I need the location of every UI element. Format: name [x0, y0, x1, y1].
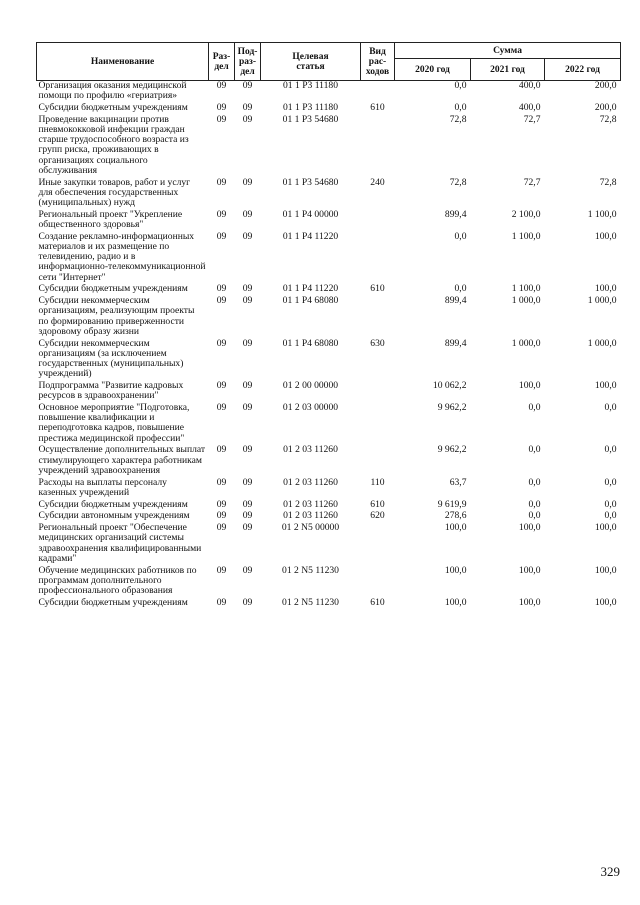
cell-razdel: 09	[216, 444, 227, 456]
cell-sum-2022: 100,0	[594, 380, 617, 392]
cell-sum-2021: 2 100,0	[511, 208, 541, 220]
cell-sum-2020: 899,4	[444, 295, 467, 307]
cell-sum-2021: 0,0	[528, 402, 541, 414]
cell-podrazdel: 09	[242, 522, 253, 534]
cell-podrazdel: 09	[242, 208, 253, 220]
cell-razdel: 09	[216, 295, 227, 307]
cell-razdel: 09	[216, 283, 227, 295]
cell-razdel: 09	[216, 113, 227, 125]
cell-sum-2021: 100,0	[518, 596, 541, 608]
cell-article: 01 1 P3 54680	[282, 113, 339, 125]
cell-article: 01 1 P3 11180	[283, 102, 338, 113]
cell-sum-2021: 1 100,0	[511, 283, 541, 295]
cell-sum-2022: 0,0	[604, 510, 617, 522]
cell-name: Осуществление дополнительных выплат стимулирующего характера работникам учреждений здравоохранения	[38, 444, 206, 476]
cell-podrazdel: 09	[242, 113, 253, 125]
cell-name: Субсидии некоммерческим организациям, реализующим проекты по формированию приверженности здоровому образу жизни	[38, 295, 195, 337]
cell-sum-2020: 899,4	[444, 337, 467, 349]
cell-article: 01 1 P4 11220	[282, 230, 339, 242]
cell-sum-2021: 100,0	[518, 522, 541, 534]
cell-article: 01 2 03 11260	[283, 498, 338, 510]
cell-sum-2021: 1 100,0	[511, 230, 541, 242]
cell-article: 01 1 P4 68080	[282, 295, 339, 307]
cell-vid	[361, 445, 395, 477]
cell-sum-2022: 1 100,0	[587, 208, 617, 220]
header-article: Целевая статья	[261, 43, 361, 81]
cell-sum-2021: 72,7	[523, 113, 541, 125]
budget-table	[36, 42, 621, 610]
cell-sum-2022: 200,0	[594, 80, 617, 91]
page-number: 329	[600, 864, 620, 879]
cell-sum-2021: 0,0	[528, 444, 541, 456]
cell-article: 01 1 P3 11180	[283, 80, 338, 91]
cell-vid	[361, 381, 395, 403]
cell-sum-2021: 0,0	[528, 510, 541, 522]
cell-name: Субсидии бюджетным учреждениям	[38, 596, 188, 608]
cell-sum-2022: 0,0	[604, 476, 617, 488]
table-row	[37, 523, 621, 565]
cell-razdel: 09	[216, 380, 227, 392]
cell-name: Субсидии некоммерческим организациям (за исключением государственных (муниципальных) учреждений)	[38, 337, 184, 380]
cell-sum-2020: 0,0	[454, 283, 467, 295]
cell-sum-2022: 1 000,0	[587, 337, 617, 349]
document-page	[36, 42, 620, 610]
cell-podrazdel: 09	[242, 564, 253, 576]
cell-podrazdel: 09	[242, 510, 253, 522]
cell-name: Проведение вакцинации против пневмококковой инфекции граждан старше трудоспособного возраста из групп риска, проживающих в организациях социального обслуживания	[38, 113, 189, 176]
cell-sum-2020: 278,6	[444, 510, 467, 522]
cell-sum-2020: 63,7	[449, 476, 467, 488]
cell-vid	[361, 210, 395, 232]
cell-sum-2022: 100,0	[594, 564, 617, 576]
table-header	[37, 43, 621, 81]
cell-name: Субсидии бюджетным учреждениям	[38, 498, 188, 510]
cell-vid	[361, 566, 395, 598]
cell-article: 01 2 N5 11230	[282, 564, 339, 576]
cell-article: 01 1 P4 68080	[282, 337, 339, 349]
table-row	[37, 598, 621, 610]
cell-vid: 630	[370, 337, 385, 349]
cell-podrazdel: 09	[242, 337, 253, 349]
cell-vid: 610	[370, 498, 385, 510]
header-2020: 2020 год	[395, 59, 471, 81]
cell-vid: 610	[370, 283, 385, 295]
cell-podrazdel: 09	[242, 80, 253, 91]
cell-name: Подпрограмма "Развитие кадровых ресурсов в здравоохранении"	[38, 380, 184, 402]
cell-podrazdel: 09	[242, 380, 253, 392]
table-row	[37, 232, 621, 285]
cell-podrazdel: 09	[242, 476, 253, 488]
cell-podrazdel: 09	[242, 283, 253, 295]
cell-podrazdel: 09	[242, 402, 253, 414]
cell-sum-2022: 100,0	[594, 230, 617, 242]
cell-vid: 610	[370, 596, 385, 608]
cell-vid	[361, 403, 395, 445]
cell-sum-2020: 899,4	[444, 208, 467, 220]
cell-sum-2021: 72,7	[523, 176, 541, 188]
table-row	[37, 339, 621, 381]
cell-sum-2022: 200,0	[594, 102, 617, 113]
cell-vid	[361, 523, 395, 565]
cell-name: Субсидии автономным учреждениям	[38, 510, 190, 522]
table-row	[37, 566, 621, 598]
cell-name: Обучение медицинских работников по программам дополнительного профессионального образования	[38, 564, 197, 597]
cell-podrazdel: 09	[242, 230, 253, 242]
cell-sum-2022: 0,0	[604, 402, 617, 414]
cell-name: Субсидии бюджетным учреждениям	[38, 102, 188, 113]
cell-razdel: 09	[216, 522, 227, 534]
cell-sum-2021: 0,0	[528, 498, 541, 510]
cell-razdel: 09	[216, 230, 227, 242]
header-2022: 2022 год	[545, 59, 621, 81]
table-row	[37, 115, 621, 178]
cell-razdel: 09	[216, 176, 227, 188]
cell-name: Региональный проект "Укрепление общественного здоровья"	[38, 208, 183, 231]
cell-sum-2020: 9 962,2	[437, 444, 467, 456]
cell-article: 01 2 03 11260	[283, 476, 338, 488]
table-row	[37, 478, 621, 500]
cell-name: Иные закупки товаров, работ и услуг для обеспечения государственных (муниципальных) нужд	[38, 176, 191, 209]
cell-podrazdel: 09	[242, 596, 253, 608]
cell-sum-2021: 100,0	[518, 380, 541, 392]
cell-razdel: 09	[216, 337, 227, 349]
cell-name: Создание рекламно-информационных материалов и их размещение по телевидению, радио и в информационно-телекоммуникационной сети "Интернет"	[38, 230, 206, 283]
cell-vid	[361, 115, 395, 178]
cell-vid: 620	[370, 510, 385, 522]
cell-sum-2022: 72,8	[599, 176, 617, 188]
header-podrazdel: Под- раз- дел	[235, 43, 261, 81]
cell-article: 01 1 P4 00000	[282, 208, 339, 220]
cell-sum-2021: 400,0	[518, 102, 541, 113]
cell-sum-2022: 72,8	[599, 113, 617, 125]
cell-name: Субсидии бюджетным учреждениям	[38, 283, 188, 295]
cell-vid	[361, 81, 395, 104]
table-row	[37, 296, 621, 338]
cell-podrazdel: 09	[242, 102, 253, 113]
table-row	[37, 178, 621, 210]
cell-sum-2022: 0,0	[604, 498, 617, 510]
cell-vid	[361, 296, 395, 338]
cell-sum-2020: 0,0	[454, 230, 467, 242]
cell-article: 01 2 03 11260	[283, 444, 338, 456]
cell-sum-2020: 100,0	[444, 522, 467, 534]
cell-sum-2022: 100,0	[594, 596, 617, 608]
cell-razdel: 09	[216, 564, 227, 576]
cell-vid: 110	[370, 476, 385, 488]
cell-sum-2020: 72,8	[449, 113, 467, 125]
cell-article: 01 1 P3 54680	[282, 176, 339, 188]
table-row	[37, 81, 621, 104]
cell-sum-2022: 1 000,0	[587, 295, 617, 307]
cell-sum-2021: 1 000,0	[511, 337, 541, 349]
cell-podrazdel: 09	[242, 498, 253, 510]
table-row	[37, 210, 621, 232]
cell-article: 01 2 03 11260	[283, 510, 338, 522]
cell-sum-2021: 0,0	[528, 476, 541, 488]
cell-sum-2022: 100,0	[594, 283, 617, 295]
header-razdel: Раз- дел	[209, 43, 235, 81]
cell-razdel: 09	[216, 596, 227, 608]
header-name: Наименование	[37, 43, 209, 81]
cell-vid	[361, 232, 395, 285]
table-row	[37, 403, 621, 445]
table-row	[37, 381, 621, 403]
header-vid: Вид рас- ходов	[361, 43, 395, 81]
cell-name: Региональный проект "Обеспечение медицинских организаций системы здравоохранения квалифицированными кадрами"	[38, 522, 202, 564]
cell-podrazdel: 09	[242, 444, 253, 456]
cell-sum-2020: 10 062,2	[432, 380, 467, 392]
cell-podrazdel: 09	[242, 176, 253, 188]
cell-name: Организация оказания медицинской помощи по профилю «гериатрия»	[38, 80, 187, 102]
cell-sum-2021: 1 000,0	[511, 295, 541, 307]
cell-sum-2021: 400,0	[518, 80, 541, 91]
cell-sum-2022: 100,0	[594, 522, 617, 534]
cell-sum-2020: 0,0	[454, 80, 467, 91]
cell-sum-2021: 100,0	[518, 564, 541, 576]
cell-podrazdel: 09	[242, 295, 253, 307]
header-2021: 2021 год	[471, 59, 545, 81]
cell-razdel: 09	[216, 80, 227, 91]
header-sum: Сумма	[395, 43, 621, 59]
cell-razdel: 09	[216, 402, 227, 414]
cell-sum-2020: 100,0	[444, 564, 467, 576]
cell-sum-2020: 9 962,2	[437, 402, 467, 414]
cell-razdel: 09	[216, 510, 227, 522]
cell-article: 01 2 00 00000	[282, 380, 339, 392]
cell-name: Основное мероприятие "Подготовка, повышение квалификации и переподготовка кадров, повышение престижа медицинской профессии"	[38, 402, 190, 444]
cell-sum-2020: 72,8	[449, 176, 467, 188]
cell-sum-2020: 100,0	[444, 596, 467, 608]
cell-vid: 610	[370, 102, 385, 113]
cell-article: 01 2 N5 11230	[282, 596, 339, 608]
cell-sum-2022: 0,0	[604, 444, 617, 456]
table-body	[37, 81, 621, 610]
cell-razdel: 09	[216, 208, 227, 220]
cell-razdel: 09	[216, 102, 227, 113]
cell-sum-2020: 0,0	[454, 102, 467, 113]
cell-article: 01 2 N5 00000	[281, 522, 340, 534]
cell-name: Расходы на выплаты персоналу казенных учреждений	[38, 476, 167, 498]
cell-razdel: 09	[216, 498, 227, 510]
cell-sum-2020: 9 619,9	[437, 498, 467, 510]
cell-article: 01 2 03 00000	[282, 402, 339, 414]
table-row	[37, 445, 621, 477]
cell-vid: 240	[370, 176, 385, 188]
cell-razdel: 09	[216, 476, 227, 488]
cell-article: 01 1 P4 11220	[282, 283, 339, 295]
